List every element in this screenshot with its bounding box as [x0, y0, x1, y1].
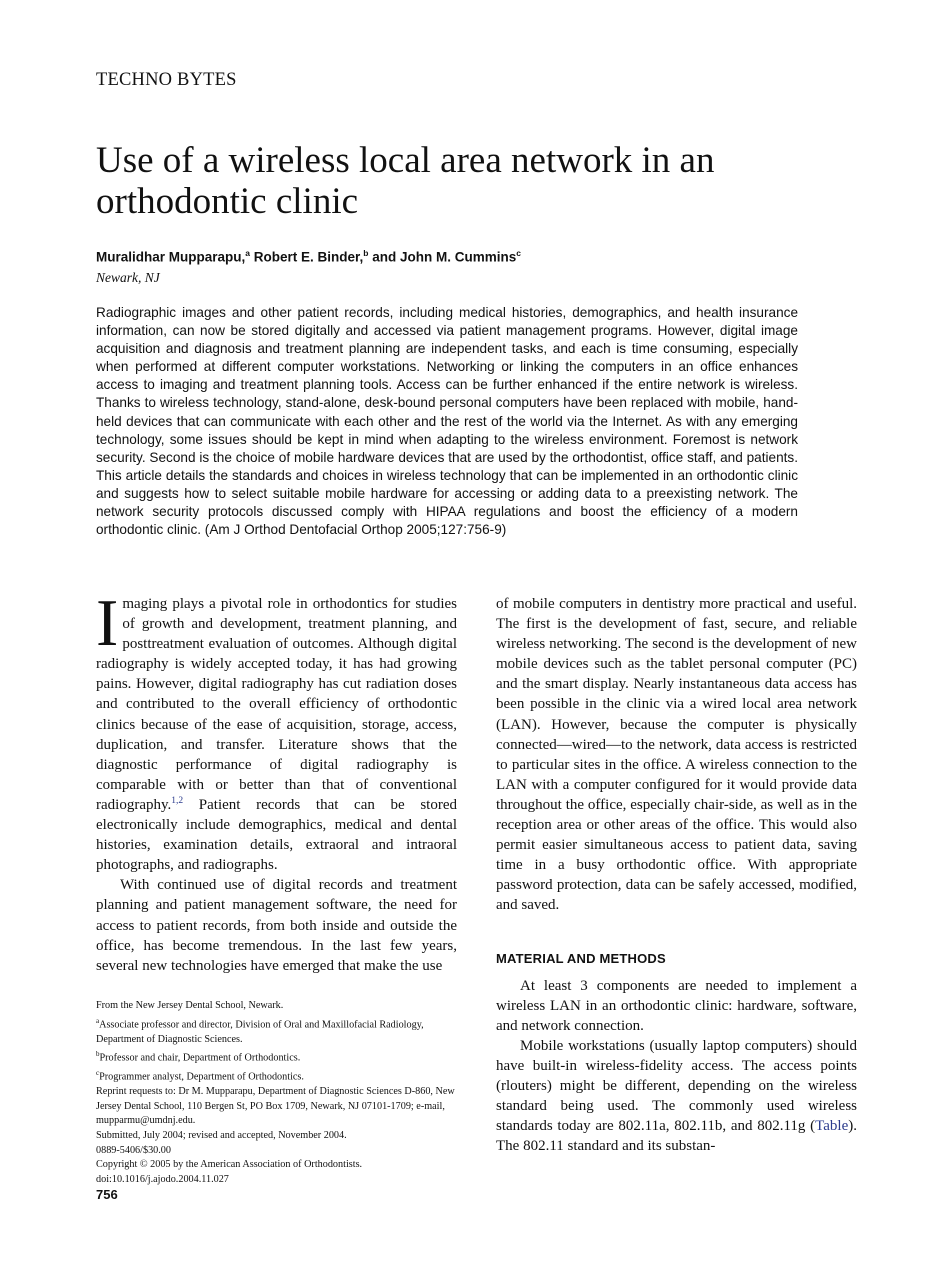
footnote-submitted: Submitted, July 2004; revised and accepted, November 2004.: [96, 1129, 347, 1141]
body-column-left: [96, 586, 457, 976]
affiliation-mark: b: [363, 248, 369, 258]
body-column-right: [496, 594, 857, 1156]
affiliation-mark: a: [245, 248, 250, 258]
section-heading: MATERIAL AND METHODS: [496, 950, 666, 966]
body-text: Patient records that can be stored electronically include demographics, medical and dental histories, examination details, extraoral and intraoral photographs, and radiographs.: [96, 796, 457, 874]
body-paragraph: At least 3 components are needed to implement a wireless LAN in an orthodontic clinic: hardware, software, and network connection.: [496, 977, 857, 1034]
author-name: and John M. Cummins: [368, 249, 517, 265]
drop-cap: I: [96, 586, 119, 660]
citation-link[interactable]: 1,2: [171, 795, 184, 806]
footnote-affiliation-a: [96, 1014, 457, 1048]
footnote-reprint: Reprint requests to: Dr M. Mupparapu, Department of Diagnostic Sciences D-860, New Jersey Dental School, 110 Bergen St, PO Box 1709, Newark, NJ 07101-1709; e-mail, mupparmu@umdnj.edu.: [96, 1086, 455, 1127]
article-title: Use of a wireless local area network in an orthodontic clinic: [96, 140, 715, 222]
footnote-text: Programmer analyst, Department of Orthodontics.: [99, 1071, 304, 1083]
footnote-issn: 0889-5406/$30.00: [96, 1144, 171, 1156]
affiliation-mark: c: [516, 248, 521, 258]
affiliation-mark: b: [96, 1050, 100, 1059]
body-text: maging plays a pivotal role in orthodontics for studies of growth and development, treatment planning, and posttreatment evaluation of outcomes. Although digital radiography is widely accepted today, it has had growing pains. However, digital radiography has cut radiation doses and contributed to the overall efficiency of orthodontic clinics because of the ease of acquisition, storage, access, duplication, and transfer. Literature shows that the diagnostic performance of digital radiography is comparable with or better than that of conventional radiography.: [96, 596, 457, 813]
footnote-affiliation-b: [96, 1047, 457, 1066]
table-link[interactable]: Table: [815, 1118, 849, 1135]
footnote-source: From the New Jersey Dental School, Newark.: [96, 1000, 284, 1011]
author-name: Robert E. Binder,: [250, 249, 364, 265]
footnote-affiliation-c: [96, 1066, 457, 1085]
affiliation-mark: c: [96, 1069, 100, 1078]
author-location: Newark, NJ: [96, 270, 160, 285]
body-paragraph: [96, 586, 457, 875]
footnotes: [96, 999, 457, 1187]
body-text: Mobile workstations (usually laptop computers) should have built-in wireless-fidelity access. The access points (rlouters) might be different, depending on the wireless standard being used. The commonly used wireless standards today are 802.11a, 802.11b, and 802.11g (: [496, 1037, 857, 1135]
body-paragraph: With continued use of digital records and treatment planning and patient management software, the need for access to patient records, from both inside and outside the office, has become tremendous. In the last few years, several new technologies have emerged that make the use: [96, 877, 457, 974]
footnote-text: Associate professor and director, Division of Oral and Maxillofacial Radiology, Department of Diagnostic Sciences.: [96, 1018, 424, 1045]
affiliation-mark: a: [96, 1016, 100, 1025]
author-list: [96, 248, 521, 265]
footnote-copyright: Copyright © 2005 by the American Association of Orthodontists.: [96, 1159, 363, 1171]
body-paragraph-continued: of mobile computers in dentistry more practical and useful. The first is the development of fast, secure, and reliable wireless networking. The second is the development of new mobile devices such as the tablet personal computer (PC) and the smart display. Nearly instantaneous data access has been possible in the clinic via a wired local area network (LAN). However, because the computer is physically connected—wired—to the network, data access is restricted to particular sites in the office. A wireless connection to the LAN with a computer configured for it would provide data throughout the office, especially chair-side, as well as in the reception area or other areas of the office. This would also permit easier simultaneous access to patient data, saving time in a busy orthodontic office. With appropriate password protection, data can be safely accessed, modified, and saved.: [496, 596, 857, 914]
body-paragraph: [496, 1036, 857, 1157]
footnote-doi: doi:10.1016/j.ajodo.2004.11.027: [96, 1173, 229, 1185]
author-name: Muralidhar Mupparapu,: [96, 249, 246, 265]
body-text: ). The 802.11 standard and its substan-: [496, 1118, 857, 1155]
page-number: 756: [96, 1187, 118, 1202]
footnote-text: Professor and chair, Department of Orthodontics.: [99, 1052, 301, 1064]
abstract: Radiographic images and other patient records, including medical histories, demographics, and health insurance information, can now be stored digitally and accessed via patient management programs. However, digital image acquisition and diagnosis and treatment planning are independent tasks, and each is time consuming, especially when performed at different computer workstations. Networking or linking the computers in an office enhances access to imaging and treatment planning tools. Access can be further enhanced if the entire network is wireless. Thanks to wireless technology, stand-alone, desk-bound personal computers have been replaced with mobile, hand-held devices that can communicate with each other and the rest of the world via the Internet. As with any emerging technology, some issues should be kept in mind when adapting to the wireless environment. Foremost is network security. Second is the choice of mobile hardware devices that are used by the orthodontist, office staff, and patients. This article details the standards and choices in wireless technology that can be implemented in an orthodontic clinic and suggests how to select suitable mobile hardware for accessing or adding data to a preexisting network. The network security protocols discussed comply with HIPAA regulations and boost the efficiency of a modern orthodontic clinic. (Am J Orthod Dentofacial Orthop 2005;127:756-9): [96, 305, 798, 538]
section-label: TECHNO BYTES: [96, 70, 237, 90]
